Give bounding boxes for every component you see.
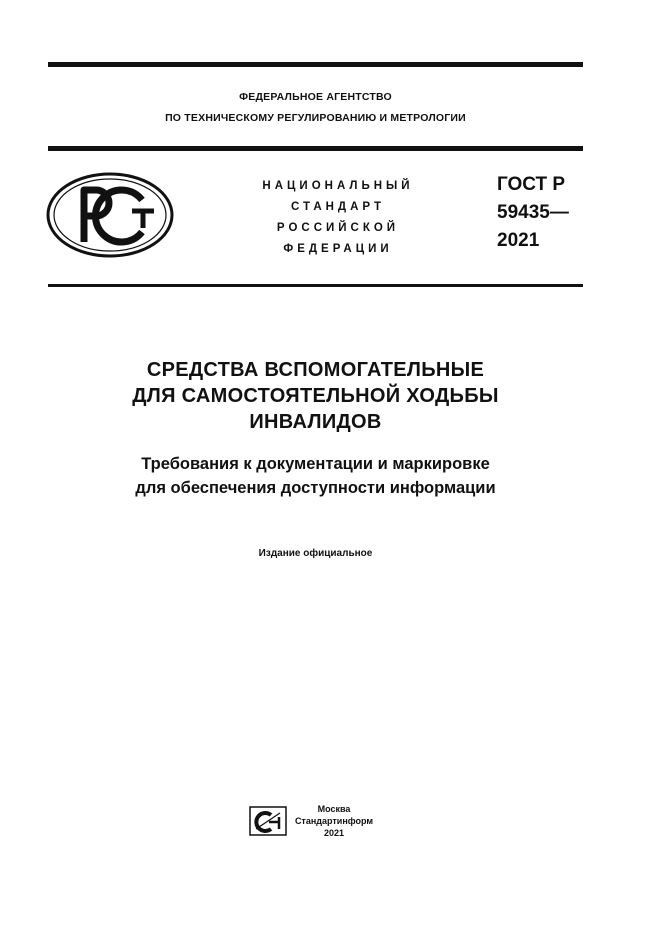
standard-word: РОССИЙСКОЙ bbox=[276, 222, 400, 234]
top-rule bbox=[48, 62, 583, 67]
title-line: ИНВАЛИДОВ bbox=[249, 411, 382, 433]
title-line: СРЕДСТВА ВСПОМОГАТЕЛЬНЫЕ bbox=[146, 359, 485, 381]
subtitle-line: для обеспечения доступности информации bbox=[135, 479, 496, 497]
designation-line: 2021 bbox=[497, 230, 540, 251]
designation-line: ГОСТ Р bbox=[497, 174, 566, 195]
publisher-name: Стандартинформ bbox=[294, 816, 374, 826]
publisher-info bbox=[292, 803, 376, 839]
designation-line: 59435— bbox=[497, 202, 569, 223]
publisher-year: 2021 bbox=[323, 828, 345, 838]
title-line: ДЛЯ САМОСТОЯТЕЛЬНОЙ ХОДЬБЫ bbox=[132, 385, 499, 407]
standard-designation bbox=[497, 171, 569, 255]
subtitle-line: Требования к документации и маркировке bbox=[141, 455, 490, 473]
section-rule bbox=[48, 284, 583, 287]
standard-word: ФЕДЕРАЦИИ bbox=[283, 243, 393, 255]
agency-line-2: ПО ТЕХНИЧЕСКОМУ РЕГУЛИРОВАНИЮ И МЕТРОЛОГИИ bbox=[165, 112, 466, 124]
publisher-city: Москва bbox=[317, 804, 351, 814]
gost-r-certification-mark-icon bbox=[44, 170, 176, 260]
document-subtitle bbox=[48, 452, 583, 500]
header-rule bbox=[48, 146, 583, 151]
standard-word: НАЦИОНАЛЬНЫЙ bbox=[262, 180, 414, 192]
agency-line-1: ФЕДЕРАЛЬНОЕ АГЕНТСТВО bbox=[239, 91, 392, 103]
standard-category bbox=[238, 176, 438, 260]
document-title bbox=[48, 357, 583, 435]
standard-word: СТАНДАРТ bbox=[291, 201, 385, 213]
standartinform-logo-icon bbox=[249, 806, 287, 836]
edition-label: Издание официальное bbox=[258, 548, 373, 559]
